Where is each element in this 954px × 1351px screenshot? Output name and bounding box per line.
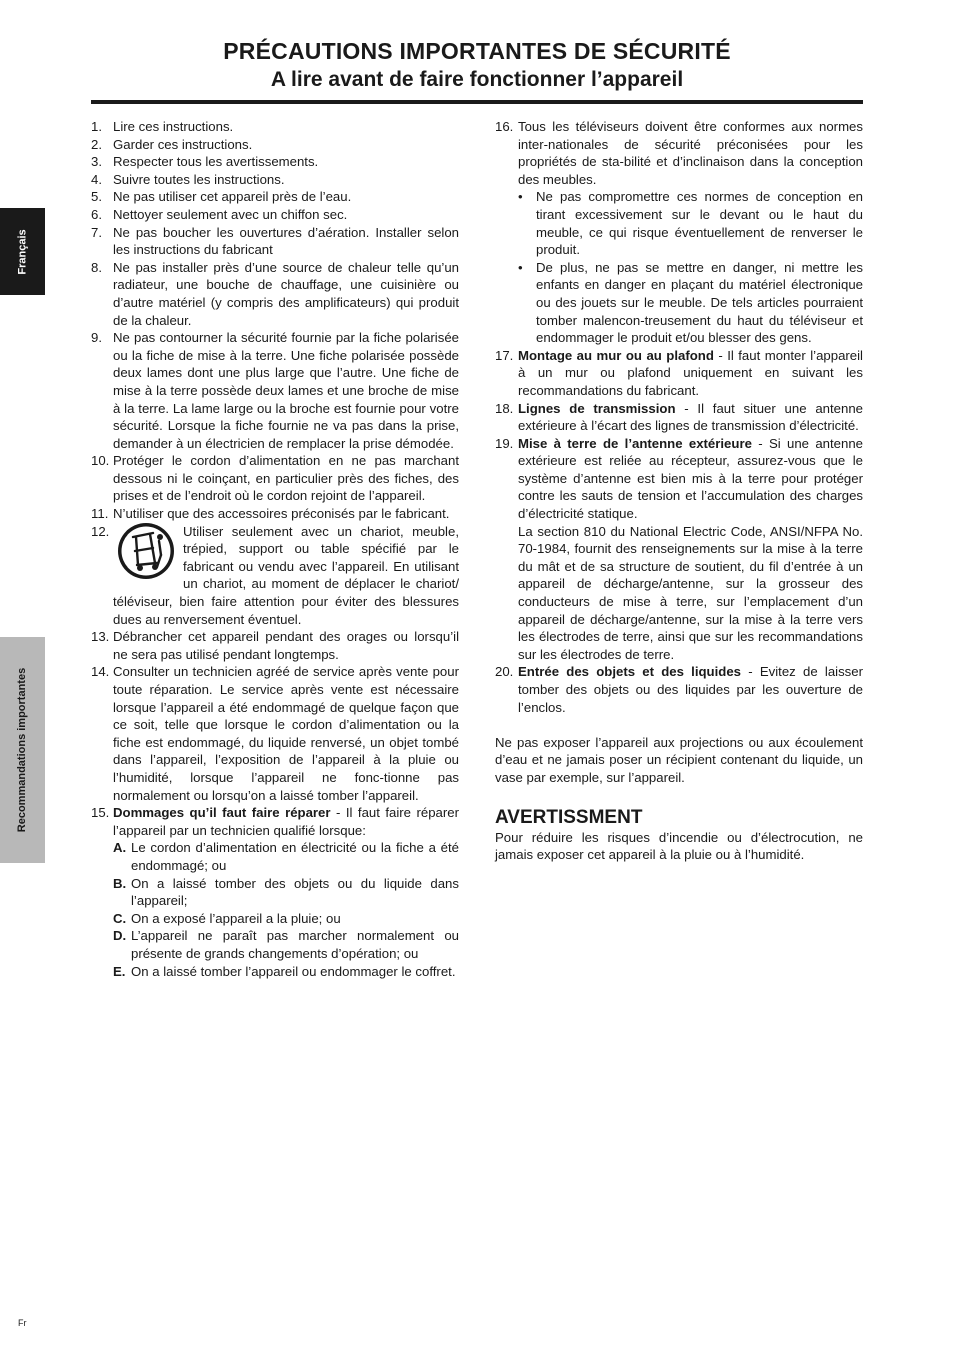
item-text: Lire ces instructions. [113, 119, 234, 134]
item-heading: Montage au mur ou au plafond [518, 347, 714, 363]
item-number: 15. [91, 805, 110, 821]
header-rule [91, 100, 863, 104]
item-text: Tous les téléviseurs doivent être conformes aux normes inter-nationales de sécurité préconisées pour les propriétés de sta-bilité et d’inclinaison dans la conception des meubles. [518, 119, 863, 187]
sub-text: L’appareil ne paraît pas marcher normalement ou présente de grands changements d’opération; ou [131, 928, 459, 961]
page-header [91, 38, 863, 94]
list-item [91, 118, 459, 136]
item-number: 7. [91, 224, 102, 240]
sub-item [113, 927, 459, 962]
list-item [495, 347, 863, 400]
item-heading: Entrée des objets et des liquides [518, 664, 742, 680]
bullet-item [518, 188, 863, 258]
item-number: 18. [495, 400, 514, 416]
item-text: Utiliser seulement avec un chariot, meuble, trépied, support ou table spécifié par le fabricant ou vendu avec l’appareil. En utilisant un chariot, au moment de déplacer le chariot/ téléviseur, bien faire attention pour éviter des blessures dues au renversement éventuel. [113, 523, 459, 627]
list-item [91, 329, 459, 452]
bullet-text: Ne pas compromettre ces normes de conception en tirant excessivement sur le devant ou le haut du meuble, ce qui risque éventuellement de renverser le produit. [536, 189, 863, 258]
item-text: Ne pas boucher les ouvertures d’aération. Installer selon les instructions du fabricant [113, 224, 459, 258]
page-subtitle: A lire avant de faire fonctionner l’appareil [270, 68, 684, 91]
bullet-item [518, 259, 863, 347]
bullet-icon: • [518, 189, 523, 205]
item-number: 14. [91, 664, 110, 680]
warning-heading: AVERTISSMENT [495, 806, 643, 828]
sub-text: On a laissé tomber l’appareil ou endommager le coffret. [131, 963, 456, 979]
item-text: - Il faut faire réparer l’appareil par un technicien qualifié lorsque: [113, 805, 459, 838]
sub-text: Le cordon d’alimentation en électricité ou la fiche a été endommagé; ou [131, 840, 459, 873]
sub-letter: D. [113, 928, 127, 944]
section-tab [0, 637, 45, 863]
right-column [495, 118, 863, 864]
item-number: 17. [495, 347, 514, 363]
list-item [91, 136, 459, 154]
section-tab-label: Recommandations importantes [16, 667, 29, 833]
item-number: 16. [495, 119, 514, 134]
language-tab-label: Français [16, 228, 29, 275]
item-number: 3. [91, 154, 102, 170]
list-item [91, 259, 459, 329]
item-heading: Mise à terre de l’antenne extérieure [518, 435, 752, 451]
sub-item [113, 875, 459, 910]
water-note: Ne pas exposer l’appareil aux projections ou aux écoulement d’eau et ne jamais poser un récipient contenant du liquide, un vase par exemple, sur l’appareil. [495, 734, 863, 785]
sub-letter: A. [113, 840, 127, 856]
item-number: 1. [91, 119, 102, 134]
item-text: Débrancher cet appareil pendant des orages ou lorsqu’il ne sera pas utilisé pendant longtemps. [113, 629, 459, 662]
item-text: Respecter tous les avertissements. [113, 154, 319, 170]
item-text: - Il faut situer une antenne extérieure à l’écart des lignes de transmission d’électricité. [518, 400, 863, 434]
item-heading: Lignes de transmission [518, 400, 676, 416]
item-number: 5. [91, 189, 102, 205]
list-item [91, 224, 459, 259]
list-item-cart [91, 523, 459, 629]
item-text: Ne pas contourner la sécurité fournie par la fiche polarisée ou la fiche de mise à la terre. Une fiche polarisée possède deux lames dont une plus large que l’autre. Une fiche de mise à la terre possède deux lames et une broche de mise à la terre. La lame large ou la broche est fournie pour votre sécurité. Lorsque la fiche fournie ne va pas dans la prise, demander à un électricien de remplacer la prise démodée. [113, 330, 459, 451]
list-item [495, 400, 863, 435]
item-number: 4. [91, 171, 102, 187]
list-item [495, 435, 863, 664]
item-number: 6. [91, 206, 102, 222]
item-text: Ne pas installer près d’une source de chaleur telle qu’un radiateur, une bouche de chauffage, une cuisinière ou d’autre matériel (y compris des amplificateurs) qui produit de la chaleur. [113, 259, 459, 328]
item-text: Garder ces instructions. [113, 136, 253, 152]
list-item-tv-standards [495, 118, 863, 347]
item-text: Protéger le cordon d’alimentation en ne pas marchant dessous ni le coinçant, en particulier près des fiches, des prises et de l’endroit où le cordon rejoint de l’appareil. [113, 453, 459, 504]
item-text: Consulter un technicien agréé de service après vente pour toute réparation. Le service après vente est nécessaire lorsque l’appareil a été endommagé de quelque façon que ce soit, telle que lorsque le cordon d’alimentation ou la fiche est endommagé, du liquide renversé, un objet tombé dans l’appareil, l’exposition de l’appareil à la pluie ou l’humidité, lorsque l’appareil ne fonc-tionne pas normalement ou lorsqu’on a laissé tomber l’appareil. [113, 664, 459, 803]
sub-item [113, 839, 459, 874]
item-number: 10. [91, 453, 110, 469]
item-number: 20. [495, 664, 514, 680]
warning-text: Pour réduire les risques d’incendie ou d’électrocution, ne jamais exposer cet appareil à la pluie ou à l’humidité. [495, 829, 863, 863]
list-item [91, 153, 459, 171]
sub-item [113, 910, 459, 928]
item-text: - Si une antenne extérieure est reliée au récepteur, assurez-vous que le système d’antenne est bien mis à la terre pour protéger contre les sauts de tension et l’accumulation des charges d’électricité statique. [518, 435, 863, 522]
item-number: 13. [91, 629, 110, 645]
page-title: PRÉCAUTIONS IMPORTANTES DE SÉCURITÉ [223, 38, 731, 64]
bullet-icon: • [518, 259, 523, 275]
list-item [91, 663, 459, 804]
item-number: 9. [91, 330, 102, 346]
list-item [91, 171, 459, 189]
sub-letter: E. [113, 963, 126, 979]
list-item [91, 452, 459, 505]
sub-text: On a exposé l’appareil a la pluie; ou [131, 910, 341, 926]
item-text: - Il faut monter l’appareil à un mur ou plafond uniquement en suivant les recommandations du fabricant. [518, 347, 863, 398]
item-text-extra: La section 810 du National Electric Code, ANSI/NFPA No. 70-1984, fournit des renseignements sur la mise à la terre du mât et de sa structure de soutient, du fil d’entrée à un appareil de décharge/antenne, sur la grosseur des conducteurs de mise à terre, sur l’emplacement d’un appareil de décharge/antenne, sur la mise à la terre vers les électrodes de terre, ainsi que sur les recommandations sur les électrodes de terre. [518, 523, 863, 662]
item-text: N’utiliser que des accessoires préconisés par le fabricant. [113, 506, 450, 522]
sub-item [113, 963, 459, 981]
item-number: 11. [91, 506, 109, 522]
item-heading: Dommages qu’il faut faire réparer [113, 805, 331, 821]
list-item [91, 628, 459, 663]
list-item [91, 206, 459, 224]
item-number: 2. [91, 136, 102, 152]
left-column [91, 118, 459, 980]
item-number: 8. [91, 259, 102, 275]
list-item [495, 663, 863, 716]
sub-letter: B. [113, 875, 127, 891]
item-text: - Evitez de laisser tomber des objets ou des liquides par les ouverture de l’enclos. [518, 664, 863, 715]
item-number: 12. [91, 523, 110, 539]
sub-letter: C. [113, 910, 127, 926]
list-item-repairs [91, 804, 459, 980]
list-item [91, 188, 459, 206]
language-tab [0, 208, 45, 295]
item-text: Nettoyer seulement avec un chiffon sec. [113, 206, 348, 222]
item-text: Ne pas utiliser cet appareil près de l’eau. [113, 189, 352, 205]
item-number: 19. [495, 435, 514, 451]
page-language-code: Fr [18, 1318, 27, 1328]
sub-text: On a laissé tomber des objets ou du liquide dans l’appareil; [131, 875, 459, 909]
item-text: Suivre toutes les instructions. [113, 171, 285, 187]
bullet-text: De plus, ne pas se mettre en danger, ni mettre les enfants en danger en plaçant du matériel électronique ou des jouets sur le meuble. De tels articles pourraient tomber malencon-treusement du haut du téléviseur et endommager le produit et/ou blesser des gens. [536, 259, 863, 346]
cart-tip-warning-icon [113, 521, 179, 581]
